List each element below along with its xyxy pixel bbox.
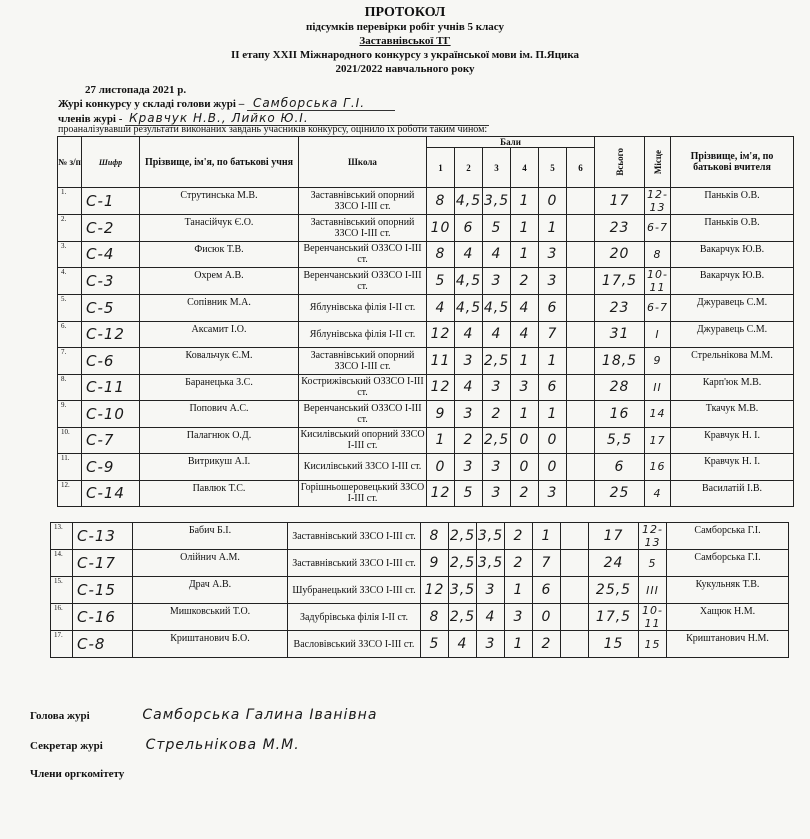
jury-head-line [58, 96, 395, 110]
score-cell [567, 480, 595, 507]
cipher-code: С-16 [73, 604, 133, 631]
header-line-3: ІІ етапу ХХІІ Міжнародного конкурсу з української мови ім. П.Яцика [230, 49, 580, 61]
score-cell: 1 [505, 631, 533, 658]
student-name: Павлюк Т.С. [140, 480, 299, 507]
school-name: Кисилівський ЗЗСО І-ІІІ ст. [299, 454, 427, 481]
cipher-code: С-14 [82, 480, 140, 507]
place: 6-7 [645, 215, 671, 242]
score-cell: 1 [511, 401, 539, 428]
score-cell: 5 [427, 268, 455, 295]
score-cell: 1 [427, 427, 455, 454]
total-score: 17,5 [589, 604, 639, 631]
score-cell: 8 [427, 241, 455, 268]
score-cell: 3 [505, 604, 533, 631]
total-score: 18,5 [595, 348, 645, 375]
school-name: Яблунівська філія І-ІІ ст. [299, 321, 427, 348]
score-cell [567, 188, 595, 215]
score-cell: 3,5 [477, 523, 505, 550]
row-number: 15. [51, 577, 73, 604]
score-col-header: 2 [455, 148, 483, 188]
teacher-name: Карп'юк М.В. [671, 374, 794, 401]
header-line-1: підсумків перевірки робіт учнів 5 класу [306, 21, 504, 33]
total-score: 15 [589, 631, 639, 658]
score-col-header: 1 [427, 148, 455, 188]
cipher-code: С-5 [82, 295, 140, 322]
total-score: 17 [589, 523, 639, 550]
results-table-continued [50, 522, 789, 658]
table-row [58, 480, 794, 507]
score-cell: 3 [511, 374, 539, 401]
table-row [58, 215, 794, 242]
protocol-header [0, 6, 810, 76]
school-name: Веренчанський ОЗЗСО І-ІІІ ст. [299, 268, 427, 295]
score-cell: 1 [533, 523, 561, 550]
col-header-school: Школа [299, 137, 427, 188]
row-number: 9. [58, 401, 82, 428]
secretary-label: Секретар журі [30, 740, 103, 752]
teacher-name: Кукульняк Т.В. [667, 577, 789, 604]
score-col-header: 6 [567, 148, 595, 188]
table-row [58, 268, 794, 295]
committee-label: Члени оргкомітету [30, 768, 125, 780]
school-name: Заставнівський ЗЗСО І-ІІІ ст. [288, 523, 421, 550]
score-cell: 3 [477, 631, 505, 658]
score-cell: 1 [539, 401, 567, 428]
score-cell: 0 [539, 188, 567, 215]
school-name: Кисилівський опорний ЗЗСО І-ІІІ ст. [299, 427, 427, 454]
cipher-code: С-7 [82, 427, 140, 454]
score-cell [561, 523, 589, 550]
teacher-name: Паньків О.В. [671, 215, 794, 242]
score-cell: 12 [427, 480, 455, 507]
student-name: Олійнич А.М. [133, 550, 288, 577]
score-cell: 4 [511, 321, 539, 348]
row-number: 14. [51, 550, 73, 577]
score-cell: 3 [477, 577, 505, 604]
place: 10-11 [645, 268, 671, 295]
score-cell: 1 [511, 348, 539, 375]
score-cell [567, 241, 595, 268]
score-cell: 2,5 [483, 348, 511, 375]
score-cell: 3 [483, 480, 511, 507]
place: 9 [645, 348, 671, 375]
table-row [51, 577, 789, 604]
teacher-name: Кравчук Н. І. [671, 454, 794, 481]
jury-members-handwriting: Кравчук Н.В., Лийко Ю.І. [125, 111, 488, 126]
teacher-name: Самборська Г.І. [667, 550, 789, 577]
row-number: 16. [51, 604, 73, 631]
place: 6-7 [645, 295, 671, 322]
teacher-name: Стрельнікова М.М. [671, 348, 794, 375]
score-cell [567, 268, 595, 295]
score-cell: 8 [427, 188, 455, 215]
total-score: 17,5 [595, 268, 645, 295]
row-number: 11. [58, 454, 82, 481]
score-cell: 12 [427, 321, 455, 348]
student-name: Баранецька З.С. [140, 374, 299, 401]
score-cell [567, 401, 595, 428]
score-col-header: 3 [483, 148, 511, 188]
cipher-code: С-2 [82, 215, 140, 242]
col-header-place: Місце [645, 137, 671, 188]
place: 10-11 [639, 604, 667, 631]
score-cell: 3 [483, 268, 511, 295]
score-cell: 5 [421, 631, 449, 658]
row-number: 8. [58, 374, 82, 401]
row-number: 7. [58, 348, 82, 375]
place: 17 [645, 427, 671, 454]
score-cell: 9 [421, 550, 449, 577]
place: 15 [639, 631, 667, 658]
table-row [58, 427, 794, 454]
student-name: Бабич Б.І. [133, 523, 288, 550]
place: 14 [645, 401, 671, 428]
score-cell: 5 [483, 215, 511, 242]
score-cell: 2,5 [449, 550, 477, 577]
secretary-handwriting: Стрельнікова М.М. [145, 737, 300, 753]
score-cell: 3 [483, 454, 511, 481]
cipher-code: С-1 [82, 188, 140, 215]
cipher-code: С-8 [73, 631, 133, 658]
place: І [645, 321, 671, 348]
place: 5 [639, 550, 667, 577]
teacher-name: Хащюк Н.М. [667, 604, 789, 631]
score-cell: 6 [455, 215, 483, 242]
school-name: Горішньошеровецький ЗЗСО І-ІІІ ст. [299, 480, 427, 507]
score-cell: 3,5 [483, 188, 511, 215]
place: 16 [645, 454, 671, 481]
score-cell [567, 321, 595, 348]
teacher-name: Вакарчук Ю.В. [671, 268, 794, 295]
protocol-date: 27 листопада 2021 р. [85, 84, 187, 96]
col-header-teacher: Прізвище, ім'я, по батькові вчителя [671, 137, 794, 188]
row-number: 2. [58, 215, 82, 242]
cipher-code: С-10 [82, 401, 140, 428]
score-cell: 1 [511, 241, 539, 268]
score-cell: 0 [539, 427, 567, 454]
school-name: Задубрівська філія І-ІІ ст. [288, 604, 421, 631]
score-cell: 4 [449, 631, 477, 658]
cipher-code: С-4 [82, 241, 140, 268]
total-score: 17 [595, 188, 645, 215]
student-name: Струтинська М.В. [140, 188, 299, 215]
place: ІІ [645, 374, 671, 401]
table-row [58, 454, 794, 481]
student-name: Палагнюк О.Д. [140, 427, 299, 454]
table-row [58, 348, 794, 375]
student-name: Охрем А.В. [140, 268, 299, 295]
col-header-total: Всього [595, 137, 645, 188]
head-handwriting: Самборська Галина Іванівна [142, 707, 378, 723]
secretary-signature-line [30, 737, 300, 753]
score-cell: 0 [511, 454, 539, 481]
score-cell [567, 215, 595, 242]
col-header-code: Шифр [82, 137, 140, 188]
score-cell: 8 [421, 604, 449, 631]
student-name: Криштанович Б.О. [133, 631, 288, 658]
score-cell [561, 577, 589, 604]
score-cell [561, 550, 589, 577]
teacher-name: Криштанович Н.М. [667, 631, 789, 658]
score-col-header: 4 [511, 148, 539, 188]
header-line-2: Заставнівської ТГ [359, 35, 451, 47]
teacher-name: Вакарчук Ю.В. [671, 241, 794, 268]
score-cell: 2 [483, 401, 511, 428]
score-cell [567, 454, 595, 481]
score-cell: 2 [533, 631, 561, 658]
table-row [51, 523, 789, 550]
score-cell: 0 [511, 427, 539, 454]
row-number: 3. [58, 241, 82, 268]
score-cell: 4 [427, 295, 455, 322]
total-score: 6 [595, 454, 645, 481]
score-cell: 2 [455, 427, 483, 454]
table-row [58, 321, 794, 348]
table-row [58, 374, 794, 401]
score-cell: 9 [427, 401, 455, 428]
score-cell: 1 [539, 215, 567, 242]
jury-head-label: Журі конкурсу у складі голови журі – [58, 98, 245, 110]
score-cell: 6 [533, 577, 561, 604]
score-cell: 2 [511, 268, 539, 295]
score-cell: 1 [539, 348, 567, 375]
score-cell: 3,5 [477, 550, 505, 577]
score-cell: 2 [505, 523, 533, 550]
cipher-code: С-3 [82, 268, 140, 295]
score-cell: 4,5 [455, 295, 483, 322]
analysis-text: проаналізувавши результати виконаних завдань учасників конкурсу, оцінило їх роботи таким чином: [58, 124, 488, 135]
total-score: 5,5 [595, 427, 645, 454]
score-cell: 4 [455, 321, 483, 348]
score-cell: 4,5 [455, 188, 483, 215]
total-score: 16 [595, 401, 645, 428]
score-cell: 4,5 [483, 295, 511, 322]
score-cell: 0 [539, 454, 567, 481]
score-cell: 7 [533, 550, 561, 577]
student-name: Попович А.С. [140, 401, 299, 428]
score-cell [567, 427, 595, 454]
score-cell: 4,5 [455, 268, 483, 295]
col-header-name: Прізвище, ім'я, по батькові учня [140, 137, 299, 188]
score-cell: 3 [539, 268, 567, 295]
student-name: Мишковський Т.О. [133, 604, 288, 631]
cipher-code: С-15 [73, 577, 133, 604]
row-number: 1. [58, 188, 82, 215]
score-cell: 5 [455, 480, 483, 507]
teacher-name: Ткачук М.В. [671, 401, 794, 428]
score-cell: 3,5 [449, 577, 477, 604]
results-table [57, 136, 794, 507]
score-cell: 1 [511, 188, 539, 215]
cipher-code: С-11 [82, 374, 140, 401]
jury-members-line [58, 111, 489, 125]
row-number: 4. [58, 268, 82, 295]
row-number: 5. [58, 295, 82, 322]
teacher-name: Джуравець С.М. [671, 295, 794, 322]
row-number: 12. [58, 480, 82, 507]
place: 12-13 [645, 188, 671, 215]
score-cell: 8 [421, 523, 449, 550]
row-number: 13. [51, 523, 73, 550]
score-cell: 12 [427, 374, 455, 401]
total-score: 23 [595, 295, 645, 322]
school-name: Заставнівський опорний ЗЗСО І-ІІІ ст. [299, 348, 427, 375]
protocol-title: ПРОТОКОЛ [364, 5, 446, 20]
table-row [58, 188, 794, 215]
score-cell: 12 [421, 577, 449, 604]
score-cell: 0 [533, 604, 561, 631]
school-name: Васловівський ЗЗСО І-ІІІ ст. [288, 631, 421, 658]
school-name: Кострижівський ОЗЗСО І-ІІІ ст. [299, 374, 427, 401]
cipher-code: С-17 [73, 550, 133, 577]
teacher-name: Кравчук Н. І. [671, 427, 794, 454]
score-cell [567, 295, 595, 322]
head-label: Голова журі [30, 710, 90, 722]
total-score: 20 [595, 241, 645, 268]
score-cell: 4 [511, 295, 539, 322]
score-cell: 4 [483, 241, 511, 268]
school-name: Шубранецький ЗЗСО І-ІІІ ст. [288, 577, 421, 604]
school-name: Веренчанський ОЗЗСО І-ІІІ ст. [299, 401, 427, 428]
total-score: 25,5 [589, 577, 639, 604]
score-cell: 7 [539, 321, 567, 348]
student-name: Витрикуш А.І. [140, 454, 299, 481]
teacher-name: Джуравець С.М. [671, 321, 794, 348]
score-cell: 6 [539, 295, 567, 322]
score-cell [561, 604, 589, 631]
jury-head-handwriting: Самборська Г.І. [247, 96, 395, 111]
score-cell: 3 [539, 480, 567, 507]
col-header-num: № з/п [58, 137, 82, 188]
table-row [58, 241, 794, 268]
score-cell: 3 [455, 454, 483, 481]
jury-members-label: членів журі - [58, 113, 123, 125]
row-number: 17. [51, 631, 73, 658]
student-name: Фисюк Т.В. [140, 241, 299, 268]
score-cell: 3 [455, 348, 483, 375]
score-cell: 2 [511, 480, 539, 507]
table-row [51, 631, 789, 658]
teacher-name: Паньків О.В. [671, 188, 794, 215]
school-name: Заставнівський опорний ЗЗСО І-ІІІ ст. [299, 188, 427, 215]
school-name: Заставнівський опорний ЗЗСО І-ІІІ ст. [299, 215, 427, 242]
score-cell: 4 [455, 241, 483, 268]
student-name: Танасійчук Є.О. [140, 215, 299, 242]
cipher-code: С-9 [82, 454, 140, 481]
student-name: Драч А.В. [133, 577, 288, 604]
score-cell: 2 [505, 550, 533, 577]
score-cell: 2,5 [449, 604, 477, 631]
row-number: 6. [58, 321, 82, 348]
score-cell [561, 631, 589, 658]
score-cell: 4 [477, 604, 505, 631]
school-name: Заставнівський ЗЗСО І-ІІІ ст. [288, 550, 421, 577]
total-score: 24 [589, 550, 639, 577]
score-cell: 2,5 [449, 523, 477, 550]
student-name: Ковальчук Є.М. [140, 348, 299, 375]
table-row [51, 604, 789, 631]
score-cell: 4 [455, 374, 483, 401]
place: ІІІ [639, 577, 667, 604]
score-col-header: 5 [539, 148, 567, 188]
table-row [51, 550, 789, 577]
total-score: 23 [595, 215, 645, 242]
score-cell: 4 [483, 321, 511, 348]
score-cell: 2,5 [483, 427, 511, 454]
total-score: 25 [595, 480, 645, 507]
total-score: 28 [595, 374, 645, 401]
header-line-4: 2021/2022 навчального року [335, 63, 475, 75]
col-header-scores: Бали [427, 137, 595, 148]
score-cell: 3 [483, 374, 511, 401]
place: 8 [645, 241, 671, 268]
score-cell [567, 348, 595, 375]
cipher-code: С-13 [73, 523, 133, 550]
teacher-name: Самборська Г.І. [667, 523, 789, 550]
cipher-code: С-6 [82, 348, 140, 375]
score-cell: 11 [427, 348, 455, 375]
school-name: Веренчанський ОЗЗСО І-ІІІ ст. [299, 241, 427, 268]
table-row [58, 295, 794, 322]
score-cell: 10 [427, 215, 455, 242]
head-signature-line [30, 707, 377, 723]
place: 4 [645, 480, 671, 507]
student-name: Аксамит І.О. [140, 321, 299, 348]
place: 12-13 [639, 523, 667, 550]
cipher-code: С-12 [82, 321, 140, 348]
row-number: 10. [58, 427, 82, 454]
school-name: Яблунівська філія І-ІІ ст. [299, 295, 427, 322]
total-score: 31 [595, 321, 645, 348]
teacher-name: Василатій І.В. [671, 480, 794, 507]
score-cell: 6 [539, 374, 567, 401]
score-cell: 3 [539, 241, 567, 268]
score-cell [567, 374, 595, 401]
student-name: Сопівник М.А. [140, 295, 299, 322]
score-cell: 1 [511, 215, 539, 242]
score-cell: 1 [505, 577, 533, 604]
table-row [58, 401, 794, 428]
score-cell: 3 [455, 401, 483, 428]
score-cell: 0 [427, 454, 455, 481]
